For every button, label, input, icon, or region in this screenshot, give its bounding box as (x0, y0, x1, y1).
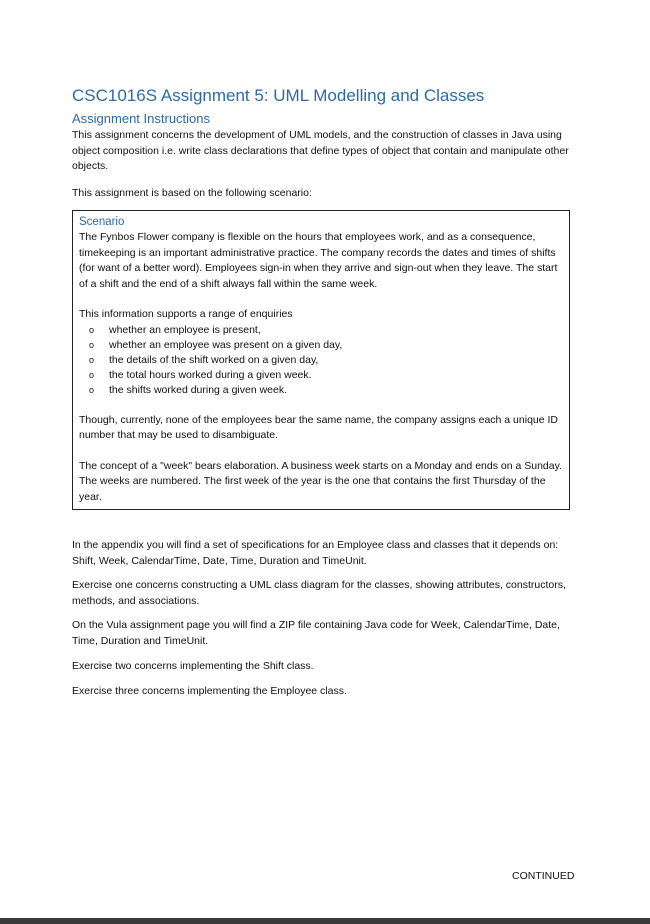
exercise-two-paragraph: Exercise two concerns implementing the Shift class. (72, 660, 314, 672)
intro-paragraph: This assignment concerns the development of UML models, and the construction of classes in Java using object composition i.e. write class declarations that define types of object that contain and manipulate other objects. (72, 129, 569, 172)
scenario-lead-paragraph: This assignment is based on the following scenario: (72, 187, 312, 199)
exercise-one-paragraph: Exercise one concerns constructing a UML class diagram for the classes, showing attributes, constructors, methods, and associations. (72, 579, 566, 607)
vula-paragraph: On the Vula assignment page you will find a ZIP file containing Java code for Week, CalendarTime, Date, Time, Duration and TimeUnit. (72, 619, 560, 647)
bullet-icon: o (89, 369, 95, 380)
enquiries-intro: This information supports a range of enquiries (79, 308, 293, 320)
enquiry-text: the shifts worked during a given week. (109, 383, 288, 396)
enquiry-text: the details of the shift worked on a given day, (109, 353, 319, 366)
bullet-icon: o (89, 384, 95, 395)
list-item (89, 353, 563, 368)
list-item (89, 368, 563, 383)
enquiry-text: whether an employee is present, (109, 323, 261, 336)
bullet-icon: o (89, 354, 95, 365)
list-item (89, 323, 563, 338)
list-item (89, 338, 563, 353)
scenario-box (72, 210, 570, 510)
list-item (89, 383, 563, 398)
bullet-icon: o (89, 324, 95, 335)
scenario-paragraph-company: The Fynbos Flower company is flexible on the hours that employees work, and as a consequence, timekeeping is an important administrative practice. The company records the dates and times of shifts (for want of a better word). Employees sign-in when they arrive and sign-out when they leave. The start of a shift and the end of a shift always fall within the same week. (79, 231, 558, 290)
scenario-heading: Scenario (79, 216, 125, 228)
document-title: CSC1016S Assignment 5: UML Modelling and Classes (72, 86, 485, 105)
exercise-three-paragraph: Exercise three concerns implementing the Employee class. (72, 685, 347, 697)
bottom-bar (0, 918, 650, 924)
enquiry-text: whether an employee was present on a given day, (109, 338, 343, 351)
continued-label: CONTINUED (512, 870, 575, 882)
scenario-paragraph-week: The concept of a "week" bears elaboration. A business week starts on a Monday and ends on a Sunday. The weeks are numbered. The first week of the year is the one that contains the first Thursday of the year. (79, 459, 562, 503)
section-heading-instructions: Assignment Instructions (72, 111, 211, 126)
bullet-icon: o (89, 339, 95, 350)
scenario-paragraph-id: Though, currently, none of the employees bear the same name, the company assigns each a unique ID number that may be used to disambiguate. (79, 413, 559, 441)
enquiry-text: the total hours worked during a given week. (109, 368, 312, 381)
appendix-paragraph: In the appendix you will find a set of specifications for an Employee class and classes that it depends on: Shift, Week, CalendarTime, Date, Time, Duration and TimeUnit. (72, 539, 559, 567)
enquiries-list (79, 323, 563, 398)
